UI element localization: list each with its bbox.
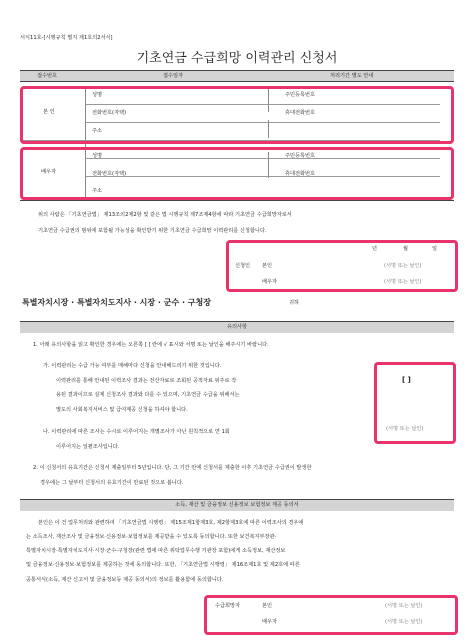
- processing-period-label: 처리기간 별도 안내: [330, 73, 374, 79]
- spouse-label: 배우자: [41, 169, 57, 175]
- notice-a-line-4: 별도의 사회복지서비스 및 급여제공 신청을 하셔야 합니다.: [56, 407, 188, 413]
- sign2-self-field[interactable]: (서명 또는 날인): [385, 603, 423, 609]
- date-day: 일: [432, 246, 438, 252]
- form-code: 서식11호-[시행규칙 별지 제1호의2서식]: [20, 35, 113, 41]
- consent-line-4: 및 금융정보·신용정보·보험정보를 제공하는 것에 동의합니다. 또한, 「기초연금법 시행령」 제16조제1호 및 제2호에 따른: [26, 562, 300, 568]
- sign-spouse-label: 배우자: [262, 279, 278, 285]
- spouse-mobile-label: 휴대전화번호: [285, 171, 316, 177]
- sign2-spouse-field[interactable]: (서명 또는 날인): [385, 619, 423, 625]
- receipt-number-label: 접수번호: [37, 73, 58, 79]
- consent-checkbox[interactable]: [ ]: [402, 376, 411, 384]
- signature-highlight: [226, 240, 458, 292]
- recipient: 특별자치시장 · 특별자치도지사 · 시장 · 군수 · 구청장: [22, 298, 211, 307]
- recipient-role-label: 수급희망자: [215, 603, 241, 609]
- consent-title: 소득, 재산 및 금융정보 신용정보 보험정보 제공 동의서: [175, 502, 299, 508]
- applicant-highlight: [20, 86, 454, 144]
- applicant-role-label: 신청인: [235, 263, 251, 269]
- intro-line-1: 위의 사람은 「기초연금법」 제13조의2제2항 및 같은 법 시행규칙 제7조제4항에 따라 기초연금 수급희망자로서: [38, 212, 292, 218]
- spouse-highlight: [20, 147, 454, 200]
- date-month: 월: [403, 246, 409, 252]
- spouse-phone-label: 전화번호(자택): [92, 171, 127, 177]
- intro-line-2: 기초연금 수급권의 범위에 포함될 가능성을 확인받기 위한 기초연금 수급희망 이력관리를 신청합니다.: [38, 228, 267, 234]
- spouse-address-label: 주소: [92, 188, 103, 194]
- notice-title: 유의사항: [226, 324, 248, 330]
- sign-self-field[interactable]: (서명 또는 날인): [384, 263, 422, 269]
- receipt-date-label: 접수일자: [163, 73, 184, 79]
- notice-b-line-2: 이루어지는 일괄조사입니다.: [56, 444, 120, 450]
- notice-item-1: 1. 아래 유의사항을 읽고 확인한 경우에는 오른쪽 [ ] 란에 √ 표시와 서명 또는 날인을 해주시기 바랍니다.: [33, 342, 269, 348]
- date-year: 년: [372, 246, 378, 252]
- notice-sign-field[interactable]: (서명 또는 날인): [386, 426, 424, 432]
- notice-b-line-1: 나. 이력관리에 따른 조사는 수시로 이루어지는 개별조사가 아닌 원칙적으로 연 1회: [43, 429, 230, 435]
- applicant-label: 본 인: [43, 109, 55, 115]
- notice-item-2-line-2: 경우에는 그 날부터 신청서의 유효기간이 만료된 것으로 봅니다.: [40, 480, 184, 486]
- applicant-resident-no-label: 주민등록번호: [285, 92, 316, 98]
- notice-a-line-2: 이력관리를 통해 안내된 이력조사 결과는 전산자료로 조회된 공적자료 위주로 작: [56, 378, 237, 384]
- notice-item-2-line-1: 2. 이 신청서의 유효기간은 신청서 제출일부터 5년입니다. 단, 그 기간 안에 신청서를 제출한 이후 기초연금 수급권이 발생한: [33, 465, 312, 471]
- consent-line-3: 특별자치시장·특별자치도지사·시장·군수·구청장(관련 법에 따른 위탁업무수행 기관장 포함)에게 소득정보, 재산정보: [26, 548, 286, 554]
- sign2-spouse-label: 배우자: [262, 619, 278, 625]
- sign-self-label: 본인: [262, 263, 273, 269]
- checkbox-highlight: [374, 362, 456, 444]
- consent-line-1: 본인은 이 건 업무처리와 관련하여 「기초연금법 시행령」 제15조제1항제3호, 제2항제3호에 따른 이력조사의 경우에: [38, 520, 304, 526]
- recipient-suffix: 귀하: [289, 300, 300, 306]
- receipt-row: [20, 71, 454, 81]
- notice-a-line-1: 가. 이력관리는 수급 가능 여부를 매해마다 신청을 안내해드리기 위한 것입니다.: [43, 363, 222, 369]
- sign-spouse-field[interactable]: (서명 또는 날인): [384, 279, 422, 285]
- sign2-self-label: 본인: [262, 603, 273, 609]
- consent-line-2: 는 소득조사, 재산조사 및 금융정보·신용정보·보험정보를 제공받을 수 있도록 동의합니다. 또한 보건복지부장관·: [26, 534, 277, 540]
- page-title: 기초연금 수급희망 이력관리 신청서: [136, 51, 338, 66]
- applicant-address-label: 주소: [92, 128, 103, 134]
- applicant-phone-label: 전화번호(자택): [92, 110, 127, 116]
- applicant-name-label: 성명: [92, 92, 103, 98]
- spouse-resident-no-label: 주민등록번호: [285, 153, 316, 159]
- notice-a-line-3: 용된 결과이므로 실제 신청조사 결과와 다를 수 있으며, 기초연금 수급을 위해서는: [56, 392, 240, 398]
- signature2-highlight: [204, 595, 458, 635]
- consent-line-5: 공통서식(소득, 재산 신고서 및 금융정보등 제공 동의서)의 정보를 활용함에 동의합니다.: [26, 577, 224, 583]
- spouse-name-label: 성명: [92, 153, 103, 159]
- applicant-mobile-label: 휴대전화번호: [285, 110, 316, 116]
